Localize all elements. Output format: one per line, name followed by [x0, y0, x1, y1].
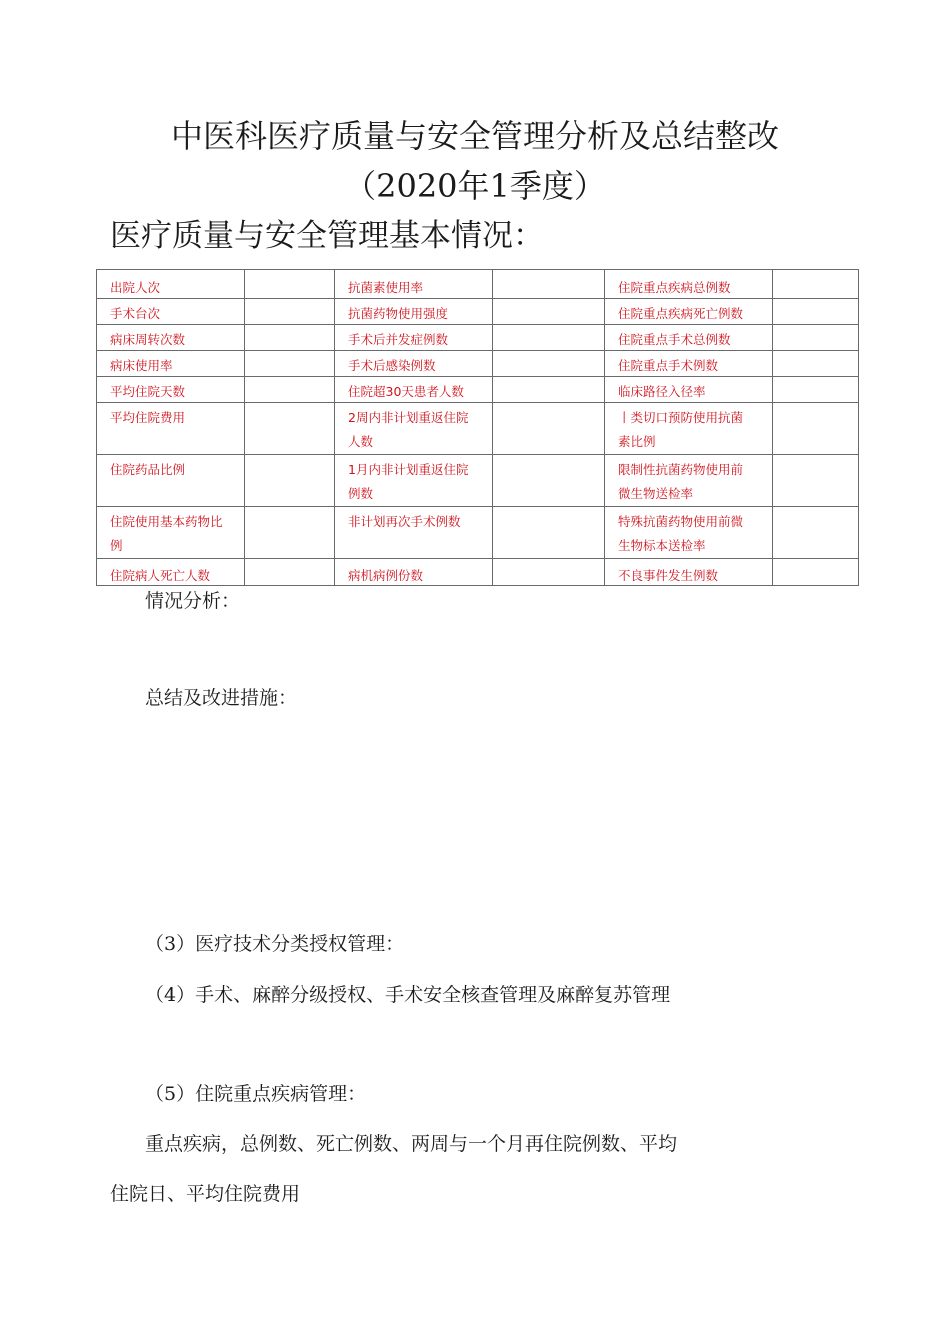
- indicator-label-line: 非计划再次手术例数: [348, 514, 461, 529]
- indicator-label-line: 住院药品比例: [110, 462, 186, 477]
- indicator-label-line: 手术台次: [110, 306, 161, 321]
- indicator-label-line: 抗菌药物使用强度: [348, 306, 449, 321]
- indicator-label-cell: [335, 270, 493, 299]
- indicator-label-line: 住院重点疾病死亡例数: [618, 306, 744, 321]
- indicator-label-line: 出院人次: [110, 280, 161, 295]
- indicator-label-cell: [335, 299, 493, 325]
- paragraph-line-1: 重点疾病，总例数、死亡例数、两周与一个月再住院例数、平均: [145, 1133, 678, 1155]
- indicator-value-cell[interactable]: [493, 507, 605, 559]
- indicator-label-line: 人数: [348, 434, 374, 449]
- document-title: 中医科医疗质量与安全管理分析及总结整改: [170, 117, 779, 155]
- section-heading: 医疗质量与安全管理基本情况：: [110, 218, 544, 254]
- indicator-value-cell[interactable]: [773, 299, 859, 325]
- indicator-label-cell: [335, 559, 493, 586]
- indicator-label-line: 临床路径入径率: [618, 384, 706, 399]
- indicator-label-line: 病床使用率: [110, 358, 173, 373]
- item-3-text: （3）医疗技术分类授权管理：: [145, 933, 405, 955]
- indicator-label-cell: [97, 507, 245, 559]
- table-row: [97, 403, 859, 455]
- indicator-label-line: 病床周转次数: [110, 332, 186, 347]
- analysis-label: 情况分析：: [145, 590, 241, 612]
- indicator-label-line: 平均住院费用: [110, 410, 186, 425]
- indicator-value-cell[interactable]: [245, 455, 335, 507]
- indicator-value-cell[interactable]: [773, 325, 859, 351]
- indicator-label-line: 限制性抗菌药物使用前: [618, 462, 744, 477]
- indicator-value-cell[interactable]: [773, 455, 859, 507]
- indicator-value-cell[interactable]: [493, 377, 605, 403]
- indicator-value-cell[interactable]: [493, 455, 605, 507]
- indicator-label-line: 不良事件发生例数: [618, 568, 719, 583]
- indicator-value-cell[interactable]: [493, 299, 605, 325]
- table-row: [97, 299, 859, 325]
- indicator-label-cell: [97, 325, 245, 351]
- indicator-label-cell: [605, 351, 773, 377]
- indicator-label-cell: [97, 377, 245, 403]
- indicator-label-line: 抗菌素使用率: [348, 280, 424, 295]
- indicator-value-cell[interactable]: [245, 325, 335, 351]
- item-4-text: （4）手术、麻醉分级授权、手术安全核查管理及麻醉复苏管理: [145, 984, 671, 1006]
- indicator-label-line: 病机病例份数: [348, 568, 424, 583]
- indicator-value-cell[interactable]: [245, 559, 335, 586]
- table-row: [97, 377, 859, 403]
- quality-indicators-table: [96, 269, 859, 586]
- document-subtitle: （2020年1季度）: [344, 167, 606, 205]
- indicator-label-cell: [335, 403, 493, 455]
- indicator-label-cell: [605, 377, 773, 403]
- indicator-value-cell[interactable]: [773, 559, 859, 586]
- indicator-label-cell: [605, 403, 773, 455]
- paragraph-line-2: 住院日、平均住院费用: [110, 1183, 301, 1205]
- table-row: [97, 351, 859, 377]
- indicator-label-line: 生物标本送检率: [618, 538, 706, 553]
- indicator-label-line: 住院重点疾病总例数: [618, 280, 731, 295]
- indicator-label-cell: [605, 325, 773, 351]
- indicator-label-line: 手术后感染例数: [348, 358, 436, 373]
- indicator-label-line: 素比例: [618, 434, 656, 449]
- indicator-label-line: 住院病人死亡人数: [110, 568, 211, 583]
- item-5-text: （5）住院重点疾病管理：: [145, 1083, 367, 1105]
- indicator-label-line: 手术后并发症例数: [348, 332, 449, 347]
- table-row: [97, 270, 859, 299]
- indicator-value-cell[interactable]: [773, 403, 859, 455]
- indicator-label-cell: [97, 455, 245, 507]
- indicator-value-cell[interactable]: [245, 351, 335, 377]
- indicator-label-line: 2周内非计划重返住院: [348, 410, 469, 425]
- indicator-label-line: 住院重点手术例数: [618, 358, 719, 373]
- indicator-label-cell: [335, 455, 493, 507]
- indicator-label-line: 微生物送检率: [618, 486, 694, 501]
- indicator-label-cell: [605, 507, 773, 559]
- indicator-label-cell: [335, 325, 493, 351]
- indicator-value-cell[interactable]: [493, 351, 605, 377]
- table-row: [97, 455, 859, 507]
- indicator-label-cell: [97, 299, 245, 325]
- indicator-label-cell: [605, 559, 773, 586]
- indicator-value-cell[interactable]: [493, 559, 605, 586]
- indicator-label-cell: [335, 377, 493, 403]
- indicator-label-cell: [335, 507, 493, 559]
- indicator-label-line: 住院使用基本药物比: [110, 514, 223, 529]
- indicator-value-cell[interactable]: [773, 507, 859, 559]
- indicator-value-cell[interactable]: [773, 377, 859, 403]
- indicator-label-cell: [605, 299, 773, 325]
- indicator-value-cell[interactable]: [493, 325, 605, 351]
- indicator-label-cell: [605, 270, 773, 299]
- indicator-label-line: 例: [110, 538, 123, 553]
- indicator-value-cell[interactable]: [493, 403, 605, 455]
- indicator-value-cell[interactable]: [245, 507, 335, 559]
- indicator-label-cell: [335, 351, 493, 377]
- summary-label: 总结及改进措施：: [145, 687, 298, 709]
- indicator-value-cell[interactable]: [773, 351, 859, 377]
- indicator-value-cell[interactable]: [773, 270, 859, 299]
- indicator-label-cell: [97, 270, 245, 299]
- indicator-label-cell: [97, 403, 245, 455]
- indicator-label-line: 住院超30天患者人数: [348, 384, 464, 399]
- indicator-value-cell[interactable]: [245, 299, 335, 325]
- indicator-label-line: 住院重点手术总例数: [618, 332, 731, 347]
- indicator-value-cell[interactable]: [493, 270, 605, 299]
- indicator-value-cell[interactable]: [245, 377, 335, 403]
- indicator-label-line: 平均住院天数: [110, 384, 186, 399]
- table-row: [97, 325, 859, 351]
- indicator-label-cell: [97, 351, 245, 377]
- table-row: [97, 507, 859, 559]
- indicator-label-line: 丨类切口预防使用抗菌: [618, 410, 744, 425]
- indicator-label-line: 特殊抗菌药物使用前微: [618, 514, 744, 529]
- indicator-label-line: 例数: [348, 486, 374, 501]
- table-row: [97, 559, 859, 586]
- indicator-value-cell[interactable]: [245, 270, 335, 299]
- indicator-label-cell: [97, 559, 245, 586]
- indicator-label-line: 1月内非计划重返住院: [348, 462, 469, 477]
- indicator-value-cell[interactable]: [245, 403, 335, 455]
- indicator-label-cell: [605, 455, 773, 507]
